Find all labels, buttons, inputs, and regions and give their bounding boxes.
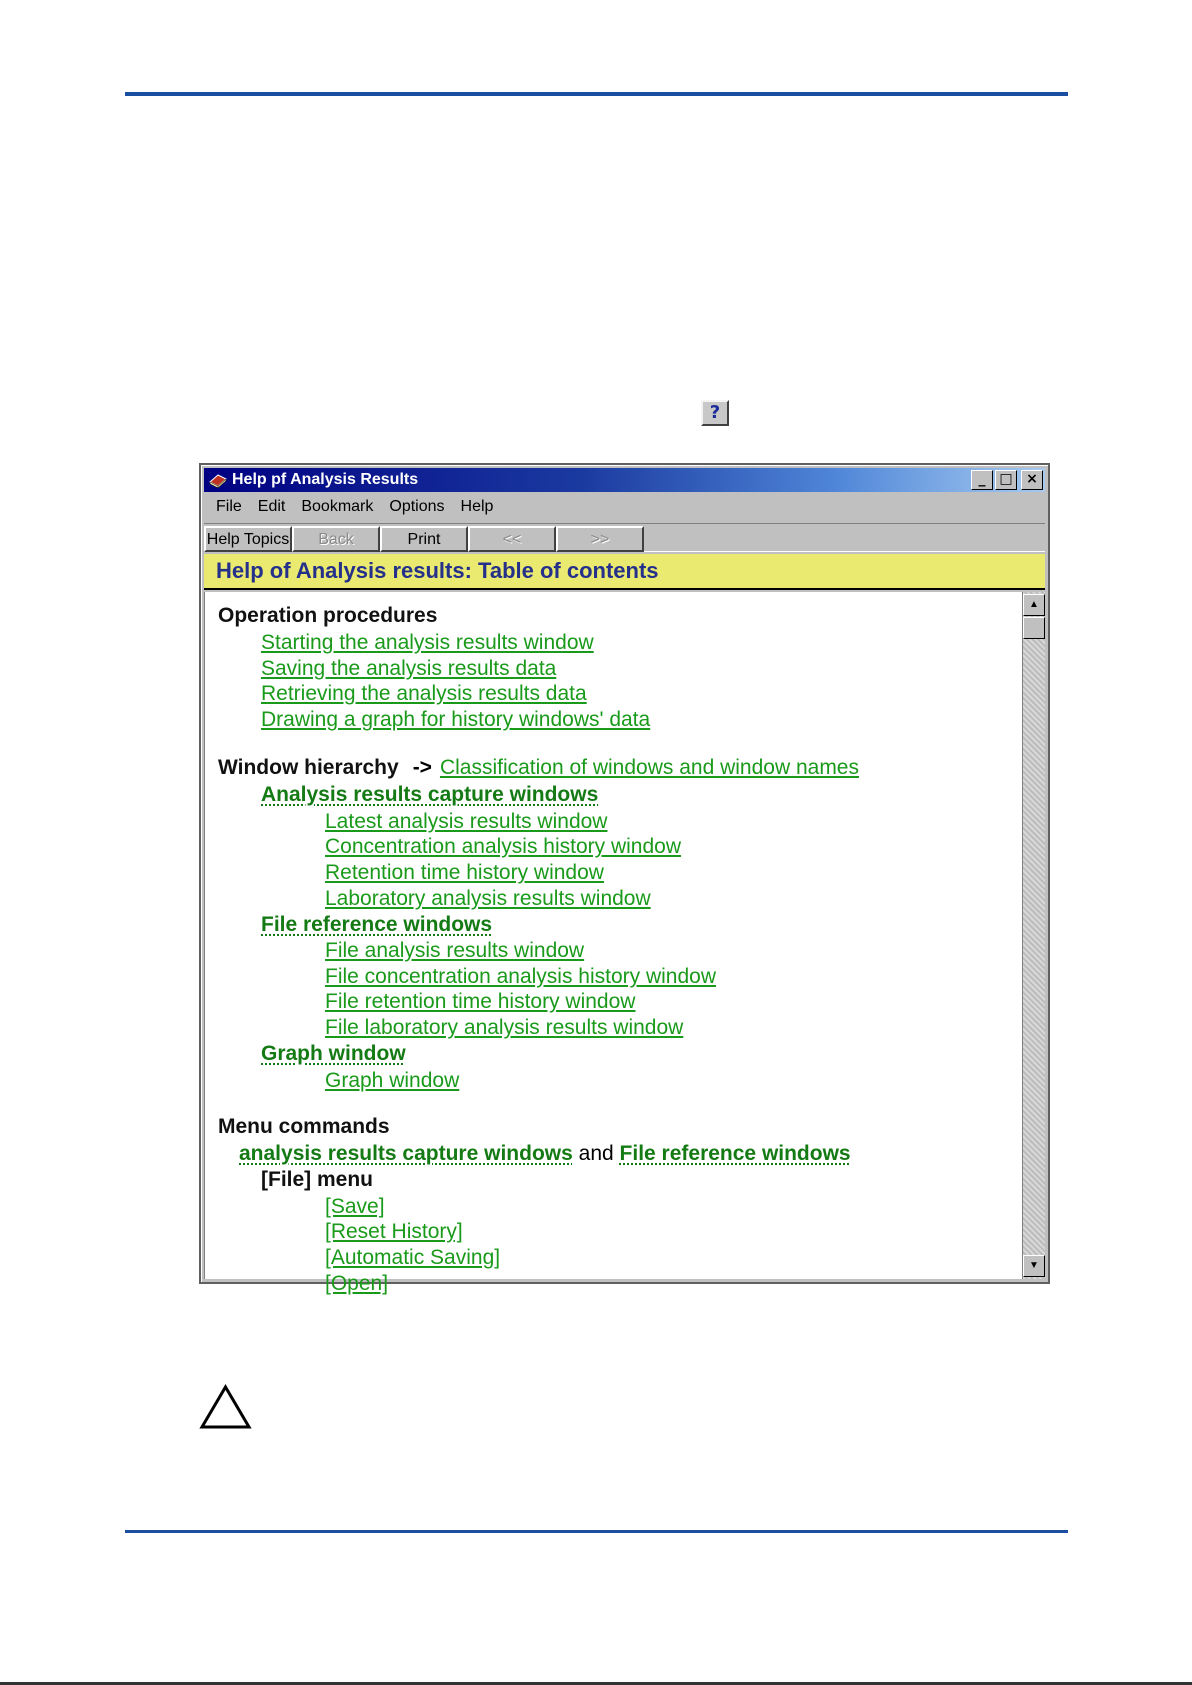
link-classification[interactable]: Classification of windows and window names — [439, 756, 859, 779]
link-saving[interactable]: Saving the analysis results data — [261, 657, 557, 680]
hierarchy-arrow: -> — [412, 756, 432, 779]
menu-bookmark[interactable]: Bookmark — [301, 498, 374, 515]
link-drawing-graph[interactable]: Drawing a graph for history windows' data — [261, 708, 651, 731]
window-title: Help pf Analysis Results — [232, 471, 419, 488]
link-save[interactable]: [Save] — [325, 1195, 385, 1218]
link-file-concentration[interactable]: File concentration analysis history window — [325, 965, 717, 988]
link-graph-window[interactable]: Graph window — [325, 1069, 460, 1092]
menu-bar — [208, 495, 501, 519]
menu-edit[interactable]: Edit — [257, 498, 286, 515]
window-controls — [971, 470, 1043, 490]
link-retention-history[interactable]: Retention time history window — [325, 861, 604, 884]
browse-back-button[interactable]: << — [468, 526, 556, 552]
title-bar[interactable] — [204, 468, 1045, 492]
topic-title: Help of Analysis results: Table of contents — [204, 554, 1045, 590]
scroll-down-icon[interactable]: ▼ — [1023, 1255, 1045, 1277]
hierarchy-heading: Window hierarchy — [218, 756, 399, 779]
back-button[interactable]: Back — [292, 526, 380, 552]
menu-help[interactable]: Help — [460, 498, 494, 515]
link-starting[interactable]: Starting the analysis results window — [261, 631, 594, 654]
vertical-scrollbar[interactable] — [1022, 592, 1045, 1279]
menu-options[interactable]: Options — [389, 498, 445, 515]
popup-file-reference[interactable]: File reference windows — [261, 913, 493, 936]
toolbar — [204, 523, 1045, 552]
link-latest-results[interactable]: Latest analysis results window — [325, 810, 608, 833]
popup-capture-windows-2[interactable]: analysis results capture windows — [239, 1142, 573, 1165]
browse-forward-button[interactable]: >> — [556, 526, 644, 552]
link-concentration-history[interactable]: Concentration analysis history window — [325, 835, 682, 858]
close-button[interactable]: × — [1021, 470, 1043, 490]
link-reset-history[interactable]: [Reset History] — [325, 1220, 463, 1243]
menu-file[interactable]: File — [216, 498, 242, 515]
caution-icon — [199, 1384, 252, 1430]
scroll-thumb[interactable] — [1023, 617, 1045, 639]
menu-commands-heading: Menu commands — [218, 1115, 390, 1138]
popup-capture-windows[interactable]: Analysis results capture windows — [261, 783, 599, 806]
link-file-results[interactable]: File analysis results window — [325, 939, 585, 962]
menu-commands-row — [239, 1142, 851, 1166]
scroll-up-icon[interactable]: ▲ — [1023, 594, 1045, 616]
link-laboratory-results[interactable]: Laboratory analysis results window — [325, 887, 651, 910]
header-rule — [125, 92, 1068, 96]
link-retrieving[interactable]: Retrieving the analysis results data — [261, 682, 587, 705]
hierarchy-row — [218, 756, 859, 780]
maximize-button[interactable]: □ — [995, 470, 1017, 490]
help-window — [199, 463, 1050, 1295]
popup-file-reference-2[interactable]: File reference windows — [619, 1142, 851, 1165]
link-open[interactable]: [Open] — [325, 1272, 389, 1295]
link-file-laboratory[interactable]: File laboratory analysis results window — [325, 1016, 684, 1039]
operation-heading: Operation procedures — [218, 604, 438, 627]
link-file-retention[interactable]: File retention time history window — [325, 990, 636, 1013]
minimize-button[interactable]: _ — [971, 470, 993, 490]
file-menu-heading: [File] menu — [261, 1168, 374, 1191]
help-book-icon — [208, 470, 228, 490]
popup-graph-window[interactable]: Graph window — [261, 1042, 406, 1065]
help-question-button[interactable]: ? — [701, 400, 729, 426]
link-automatic-saving[interactable]: [Automatic Saving] — [325, 1246, 501, 1269]
help-content — [204, 592, 1022, 1295]
help-topics-button[interactable]: Help Topics — [204, 526, 292, 552]
footer-rule — [125, 1530, 1068, 1533]
print-button[interactable]: Print — [380, 526, 468, 552]
and-text: and — [578, 1142, 614, 1165]
